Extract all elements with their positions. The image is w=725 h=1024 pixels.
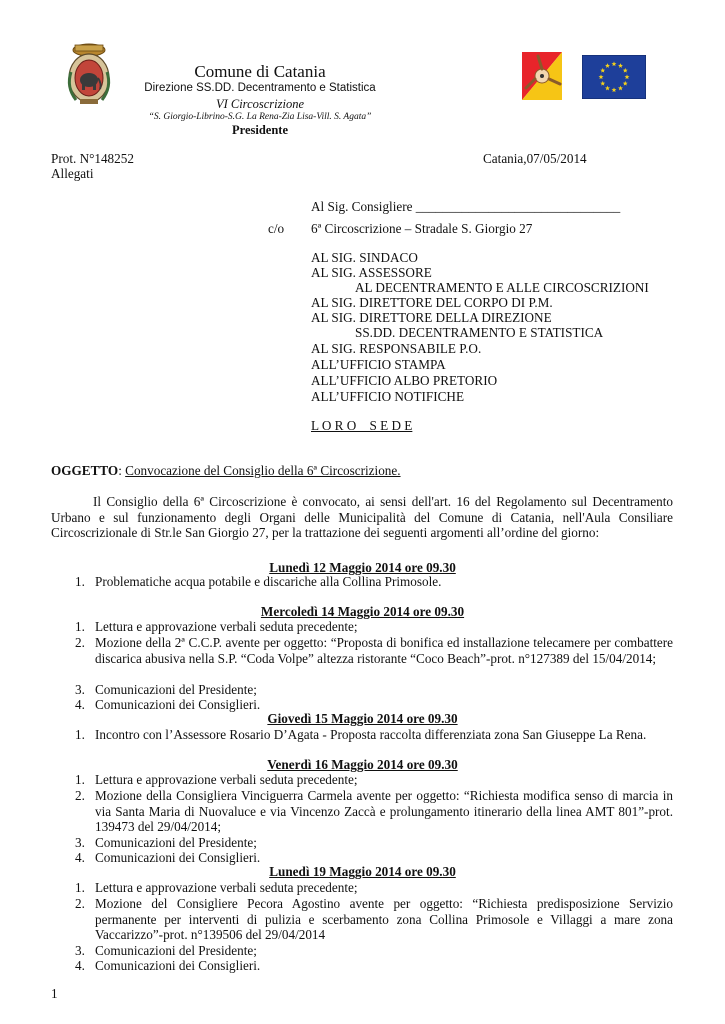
recipient-consigliere: Al Sig. Consigliere _______________________________ xyxy=(311,199,621,214)
session-day-heading: Giovedì 15 Maggio 2014 ore 09.30 xyxy=(267,711,458,726)
session-day-heading: Venerdì 16 Maggio 2014 ore 09.30 xyxy=(267,757,458,772)
subject-colon: : xyxy=(118,463,126,478)
session-day-heading: Lunedì 12 Maggio 2014 ore 09.30 xyxy=(269,560,456,575)
recipient-line: ALL’UFFICIO ALBO PRETORIO xyxy=(311,373,498,388)
recipient-line: ALL’UFFICIO STAMPA xyxy=(311,357,446,372)
city-title: Comune di Catania xyxy=(194,62,326,81)
subject-line xyxy=(51,463,401,478)
circoscrizione-name: VI Circoscrizione xyxy=(215,97,305,111)
loro-sede: L O R O S E D E xyxy=(311,418,413,433)
zones-subtitle: “S. Giorgio-Librino-S.G. La Rena-Zia Lisa-Vill. S. Agata” xyxy=(148,112,372,122)
eu-flag-logo xyxy=(582,55,646,99)
recipient-line: AL SIG. ASSESSORE xyxy=(311,265,432,280)
care-of-label: c/o xyxy=(268,221,285,236)
subject-text: Convocazione del Consiglio della 6ª Circoscrizione. xyxy=(125,463,401,478)
session-day-heading: Lunedì 19 Maggio 2014 ore 09.30 xyxy=(269,864,456,879)
care-of-address: 6ª Circoscrizione – Stradale S. Giorgio 27 xyxy=(311,221,533,236)
session-day-heading: Mercoledì 14 Maggio 2014 ore 09.30 xyxy=(260,604,465,619)
attachments-label: Allegati xyxy=(51,166,94,181)
recipient-line: AL SIG. DIRETTORE DEL CORPO DI P.M. xyxy=(311,295,553,310)
body-paragraph: Il Consiglio della 6ª Circoscrizione è convocato, ai sensi dell'art. 16 del Regolamento sul Decentramento Urbano e sul funzionamento degli Organi delle Municipalità del Comune di Catania, nell'Aula Consiliare Circoscrizionale di Str.le San Giorgio 27, per la trattazione dei seguenti argomenti all’ordine del giorno: xyxy=(51,494,673,540)
page-number: 1 xyxy=(51,986,58,1001)
recipient-line: AL SIG. SINDACO xyxy=(311,250,418,265)
recipient-line: AL DECENTRAMENTO E ALLE CIRCOSCRIZIONI xyxy=(355,280,649,295)
recipient-line: ALL’UFFICIO NOTIFICHE xyxy=(311,389,465,404)
protocol-number: Prot. N°148252 xyxy=(51,151,134,166)
recipient-line: AL SIG. DIRETTORE DELLA DIREZIONE xyxy=(311,310,552,325)
sicily-region-flag-logo xyxy=(522,52,562,100)
department-name: Direzione SS.DD. Decentramento e Statistica xyxy=(144,82,376,94)
office-title: Presidente xyxy=(231,123,288,137)
place-date: Catania,07/05/2014 xyxy=(483,151,587,166)
recipient-line: AL SIG. RESPONSABILE P.O. xyxy=(311,341,482,356)
recipient-line: SS.DD. DECENTRAMENTO E STATISTICA xyxy=(355,325,604,340)
subject-label: OGGETTO xyxy=(51,463,119,478)
